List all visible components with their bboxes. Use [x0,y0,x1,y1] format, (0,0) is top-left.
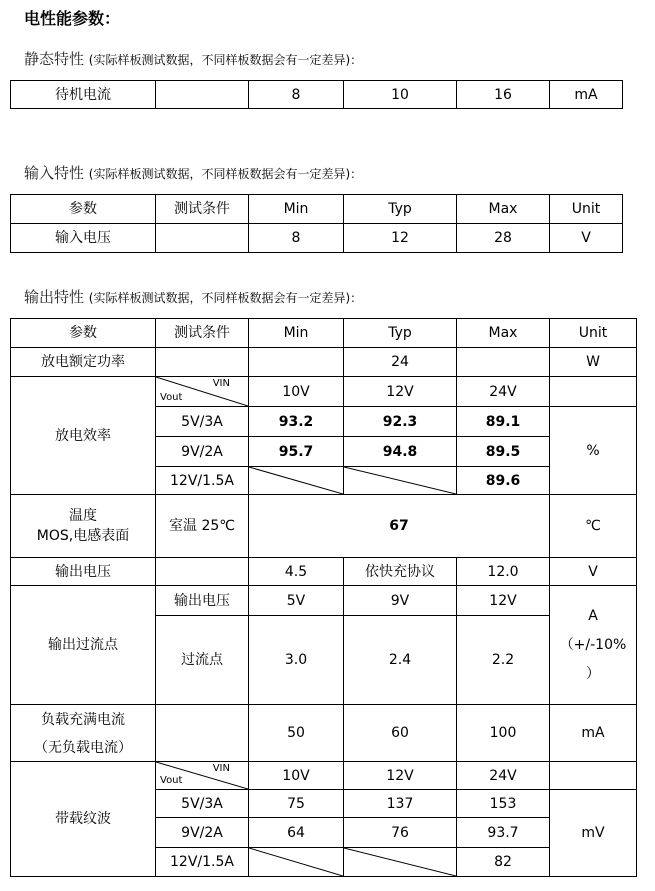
cell-typ: 24 [344,348,457,377]
cell-value: 95.7 [249,437,344,467]
cell-cond: 12V/1.5A [156,467,249,495]
cell-cond [156,705,249,762]
cell-max: 28 [457,224,550,253]
cell-value: 89.5 [457,437,550,467]
output-heading [24,286,362,307]
cell-value: 92.3 [344,407,457,437]
crossed-cell [344,848,457,877]
unit-tolerance: （+/-10% [559,636,627,653]
cell-cond: 过流点 [156,616,249,705]
cell-unit [550,586,637,705]
cell-cond: 9V/2A [156,818,249,848]
cell-value: 75 [249,790,344,818]
cell-col-12v: 12V [344,762,457,790]
cell-min [249,348,344,377]
cell-cond: 12V/1.5A [156,848,249,877]
cell-value: 5V [249,586,344,616]
cell-param: 放电额定功率 [11,348,156,377]
header-min: Min [249,195,344,224]
cell-value: 2.2 [457,616,550,705]
input-table [10,194,623,253]
cell-min: 4.5 [249,558,344,586]
static-heading [24,48,362,69]
cell-min: 8 [249,224,344,253]
cell-typ: 60 [344,705,457,762]
header-max: Max [457,195,550,224]
cell-unit: mA [550,81,623,109]
cell-value: 93.7 [457,818,550,848]
cell-min: 50 [249,705,344,762]
header-typ: Typ [344,319,457,348]
cell-typ: 12 [344,224,457,253]
cell-max: 100 [457,705,550,762]
cell-unit: mA [550,705,637,762]
cell-value: 3.0 [249,616,344,705]
full-charge-label: 负载充满电流 [41,712,125,728]
vin-vout-header-cell [156,762,249,790]
cell-value: 64 [249,818,344,848]
table-header-row [11,195,623,224]
temp-sub-label: MOS,电感表面 [36,528,130,544]
unit-a: A [588,607,598,624]
vin-vout-header-cell [156,377,249,407]
table-row [11,586,637,616]
table-row [11,762,637,790]
cell-value: 137 [344,790,457,818]
cell-value: 93.2 [249,407,344,437]
cell-cond [156,81,249,109]
header-cond: 测试条件 [156,195,249,224]
cell-value: 89.6 [457,467,550,495]
table-row [11,348,637,377]
cell-cond: 5V/3A [156,790,249,818]
diagonal-line [249,467,343,494]
table-row [11,705,637,762]
cell-max: 16 [457,81,550,109]
cell-typ: 10 [344,81,457,109]
output-heading-label: 输出特性 [24,288,85,306]
cell-value: 67 [249,495,550,558]
cell-col-10v: 10V [249,377,344,407]
cell-param: 放电效率 [11,377,156,495]
crossed-cell [249,848,344,877]
vin-label: VIN [212,763,230,774]
cell-param: 带载纹波 [11,762,156,877]
cell-typ: 依快充协议 [344,558,457,586]
table-header-row [11,319,637,348]
input-heading-label: 输入特性 [24,164,85,182]
header-typ: Typ [344,195,457,224]
cell-unit: ℃ [550,495,637,558]
cell-param: 输入电压 [11,224,156,253]
cell-cond [156,224,249,253]
table-row [11,224,623,253]
page-title: 电性能参数： [24,9,121,28]
table-row [11,495,637,558]
vin-label: VIN [212,378,230,389]
vout-label: Vout [160,392,183,403]
header-param: 参数 [11,319,156,348]
cell-value: 76 [344,818,457,848]
table-row [11,81,623,109]
cell-value: 82 [457,848,550,877]
cell-unit: V [550,224,623,253]
input-heading [24,162,362,183]
cell-max [457,348,550,377]
cell-unit-empty [550,377,637,407]
cell-cond: 室温 25℃ [156,495,249,558]
header-min: Min [249,319,344,348]
cell-value: 94.8 [344,437,457,467]
cell-param: 待机电流 [11,81,156,109]
crossed-cell [249,467,344,495]
cell-cond: 输出电压 [156,586,249,616]
cell-col-10v: 10V [249,762,344,790]
cell-unit: % [550,407,637,495]
cell-min: 8 [249,81,344,109]
static-heading-label: 静态特性 [24,50,85,68]
temp-label: 温度 [69,508,97,524]
cell-unit: mV [550,790,637,877]
header-unit: Unit [550,195,623,224]
cell-unit: W [550,348,637,377]
cell-max: 12.0 [457,558,550,586]
unit-close-paren: ） [586,665,600,682]
cell-value: 9V [344,586,457,616]
diagonal-line [249,848,343,876]
diagonal-line [344,848,456,876]
static-table [10,80,623,109]
cell-unit: V [550,558,637,586]
cell-param: 输出电压 [11,558,156,586]
cell-value: 89.1 [457,407,550,437]
cell-cond [156,348,249,377]
cell-param [11,705,156,762]
table-row [11,377,637,407]
cell-value: 12V [457,586,550,616]
cell-unit-empty [550,762,637,790]
output-note: (实际样板测试数据，不同样板数据会有一定差异)： [88,291,363,305]
cell-value: 2.4 [344,616,457,705]
header-param: 参数 [11,195,156,224]
vout-label: Vout [160,775,183,786]
cell-cond: 9V/2A [156,437,249,467]
static-note: (实际样板测试数据，不同样板数据会有一定差异)： [88,53,363,67]
cell-cond: 5V/3A [156,407,249,437]
cell-value: 153 [457,790,550,818]
cell-col-12v: 12V [344,377,457,407]
output-table [10,318,637,877]
crossed-cell [344,467,457,495]
cell-cond [156,558,249,586]
input-note: (实际样板测试数据，不同样板数据会有一定差异)： [88,167,363,181]
header-max: Max [457,319,550,348]
header-unit: Unit [550,319,637,348]
header-cond: 测试条件 [156,319,249,348]
cell-param [11,495,156,558]
table-row [11,558,637,586]
cell-col-24v: 24V [457,762,550,790]
cell-col-24v: 24V [457,377,550,407]
no-load-label: （无负载电流） [34,740,132,756]
cell-param: 输出过流点 [11,586,156,705]
diagonal-line [344,467,456,494]
